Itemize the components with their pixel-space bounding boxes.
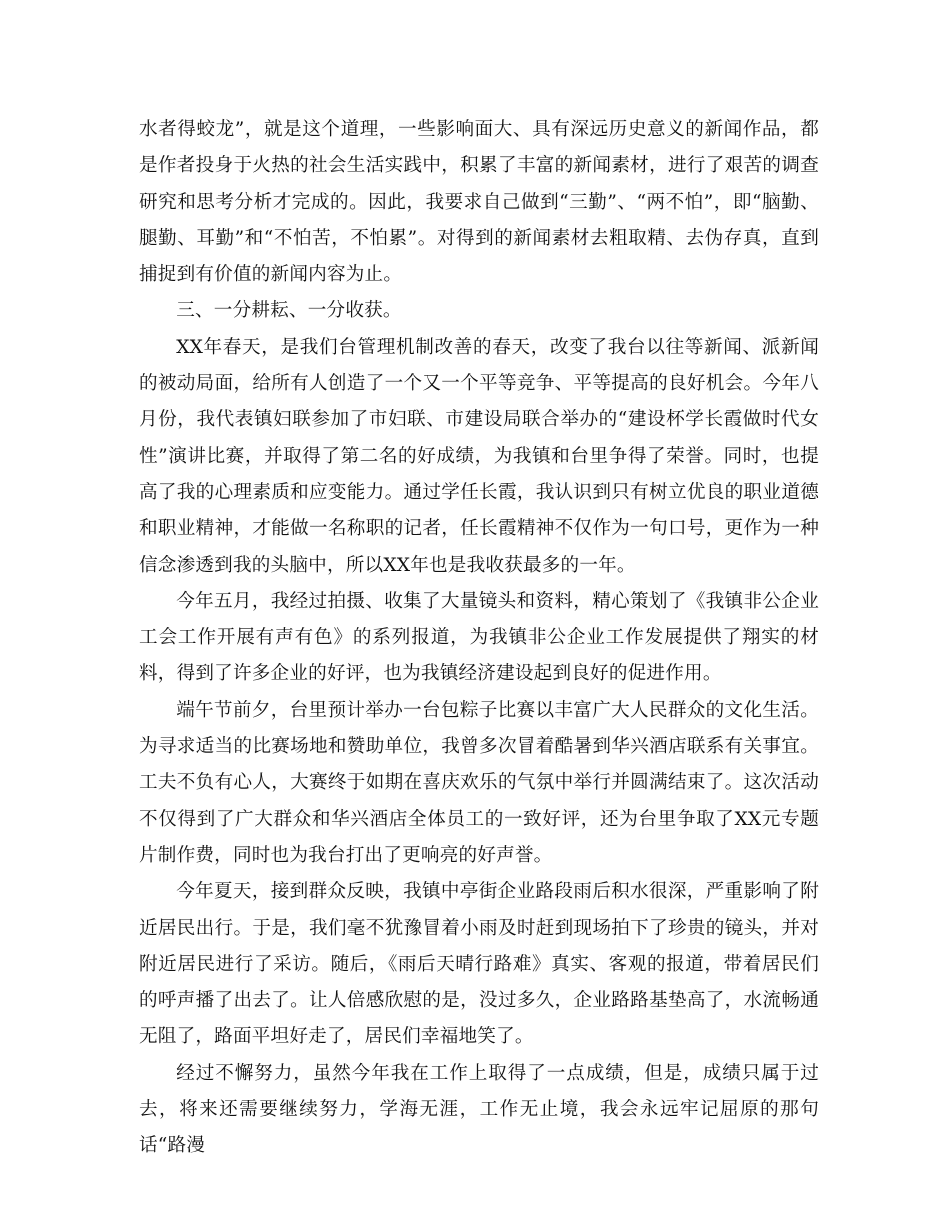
paragraph-1: 水者得蛟龙”，就是这个道理，一些影响面大、具有深远历史意义的新闻作品，都是作者投身于火热的社会生活实践中，积累了丰富的新闻素材，进行了艰苦的调查研究和思考分析才完成的。因此，我要求自己做到“三勤”、“两不怕”，即“脑勤、腿勤、耳勤”和“不怕苦，不怕累”。对得到的新闻素材去粗取精、去伪存真，直到捕捉到有价值的新闻内容为止。 — [139, 119, 819, 286]
paragraph-3: 今年五月，我经过拍摄、收集了大量镜头和资料，精心策划了《我镇非公企业工会工作开展有声有色》的系列报道，为我镇非公企业工作发展提供了翔实的材料，得到了许多企业的好评，也为我镇经济建设起到良好的促进作用。 — [139, 590, 819, 685]
paragraph-2: XX年春天，是我们台管理机制改善的春天，改变了我台以往等新闻、派新闻的被动局面，给所有人创造了一个又一个平等竞争、平等提高的良好机会。今年八月份，我代表镇妇联参加了市妇联、市建设局联合举办的“建设杯学长霞做时代女性”演讲比赛，并取得了第二名的好成绩，为我镇和台里争得了荣誉。同时，也提高了我的心理素质和应变能力。通过学任长霞，我认识到只有树立优良的职业道德和职业精神，才能做一名称职的记者，任长霞精神不仅作为一句口号，更作为一种信念渗透到我的头脑中，所以XX年也是我收获最多的一年。 — [139, 336, 819, 576]
paragraph-5: 今年夏天，接到群众反映，我镇中亭街企业路段雨后积水很深，严重影响了附近居民出行。于是，我们毫不犹豫冒着小雨及时赶到现场拍下了珍贵的镜头，并对附近居民进行了采访。随后，《雨后天晴行路难》真实、客观的报道，带着居民们的呼声播了出去了。让人倍感欣慰的是，没过多久，企业路路基垫高了，水流畅通无阻了，路面平坦好走了，居民们幸福地笑了。 — [139, 881, 819, 1048]
section-heading: 三、一分耕耘、一分收获。 — [176, 300, 402, 322]
paragraph-4: 端午节前夕，台里预计举办一台包粽子比赛以丰富广大人民群众的文化生活。为寻求适当的比赛场地和赞助单位，我曾多次冒着酷暑到华兴酒店联系有关事宜。工夫不负有心人，大赛终于如期在喜庆欢乐的气氛中举行并圆满结束了。这次活动不仅得到了广大群众和华兴酒店全体员工的一致好评，还为台里争取了XX元专题片制作费，同时也为我台打出了更响亮的好声誉。 — [139, 699, 819, 866]
paragraph-6: 经过不懈努力，虽然今年我在工作上取得了一点成绩，但是，成绩只属于过去，将来还需要继续努力，学海无涯，工作无止境，我会永远牢记屈原的那句话“路漫 — [139, 1062, 819, 1157]
document-page — [139, 112, 819, 1165]
